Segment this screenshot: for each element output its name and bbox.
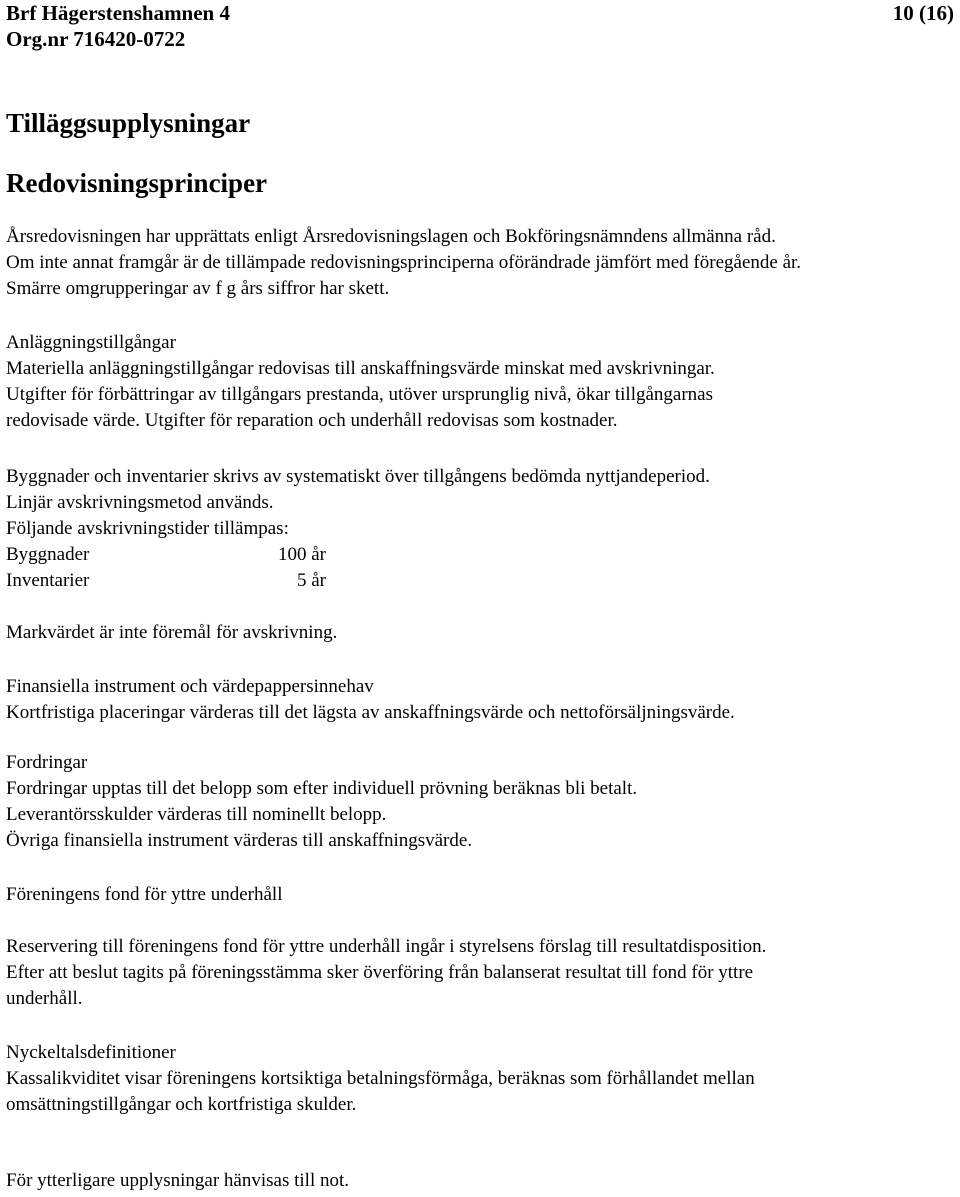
maintenance-fund-heading-section bbox=[6, 882, 956, 908]
page-header bbox=[6, 0, 954, 52]
maintenance-fund-section bbox=[6, 934, 956, 1012]
financial-instruments-section bbox=[6, 674, 956, 726]
key-ratios-heading: Nyckeltalsdefinitioner bbox=[6, 1042, 176, 1063]
receivables-heading: Fordringar bbox=[6, 752, 88, 773]
receivables-section bbox=[6, 750, 956, 854]
maintenance-fund-line: underhåll. bbox=[6, 988, 83, 1009]
depreciation-line: Följande avskrivningstider tillämpas: bbox=[6, 518, 289, 539]
depreciation-row bbox=[6, 542, 956, 568]
depreciation-section bbox=[6, 464, 956, 594]
fixed-assets-line: Materiella anläggningstillgångar redovisas till anskaffningsvärde minskat med avskrivningar. bbox=[6, 358, 715, 379]
org-number: Org.nr 716420-0722 bbox=[6, 27, 186, 51]
depreciation-row bbox=[6, 568, 956, 594]
fixed-assets-heading: Anläggningstillgångar bbox=[6, 332, 176, 353]
key-ratios-line: Kassalikviditet visar föreningens kortsiktiga betalningsförmåga, beräknas som förhållandet mellan bbox=[6, 1068, 755, 1089]
intro-line: Årsredovisningen har upprättats enligt Årsredovisningslagen och Bokföringsnämndens allmänna råd. bbox=[6, 226, 776, 247]
org-name: Brf Hägerstenshamnen 4 bbox=[6, 1, 230, 25]
page-number: 10 (16) bbox=[892, 1, 954, 25]
intro-line: Smärre omgrupperingar av f g års siffror har skett. bbox=[6, 278, 390, 299]
depreciation-line: Byggnader och inventarier skrivs av systematiskt över tillgångens bedömda nyttjandeperiod. bbox=[6, 466, 710, 487]
depreciation-label: Inventarier bbox=[6, 570, 90, 591]
maintenance-fund-line: Reservering till föreningens fond för yttre underhåll ingår i styrelsens förslag till resultatdisposition. bbox=[6, 936, 767, 957]
receivables-line: Fordringar upptas till det belopp som efter individuell prövning beräknas bli betalt. bbox=[6, 778, 638, 799]
land-note: Markvärdet är inte föremål för avskrivning. bbox=[6, 622, 338, 643]
land-note-section bbox=[6, 620, 956, 646]
maintenance-fund-heading: Föreningens fond för yttre underhåll bbox=[6, 884, 283, 905]
financial-instruments-line: Kortfristiga placeringar värderas till det lägsta av anskaffningsvärde och nettoförsäljningsvärde. bbox=[6, 702, 735, 723]
depreciation-value: 5 år bbox=[296, 570, 326, 591]
key-ratios-line: omsättningstillgångar och kortfristiga skulder. bbox=[6, 1094, 357, 1115]
fixed-assets-section bbox=[6, 330, 956, 434]
depreciation-line: Linjär avskrivningsmetod används. bbox=[6, 492, 274, 513]
section-title: Redovisningsprinciper bbox=[6, 168, 268, 198]
fixed-assets-line: redovisade värde. Utgifter för reparation och underhåll redovisas som kostnader. bbox=[6, 410, 618, 431]
depreciation-value: 100 år bbox=[277, 544, 326, 565]
footer-note-section bbox=[6, 1168, 956, 1194]
maintenance-fund-line: Efter att beslut tagits på föreningsstämma sker överföring från balanserat resultat till fond för yttre bbox=[6, 962, 754, 983]
fixed-assets-line: Utgifter för förbättringar av tillgångars prestanda, utöver ursprunglig nivå, ökar tillgångarnas bbox=[6, 384, 713, 405]
key-ratios-section bbox=[6, 1040, 956, 1118]
financial-instruments-heading: Finansiella instrument och värdepappersinnehav bbox=[6, 676, 374, 697]
footer-note: För ytterligare upplysningar hänvisas till not. bbox=[6, 1170, 350, 1191]
page-title: Tilläggsupplysningar bbox=[6, 108, 251, 138]
intro-section bbox=[6, 224, 956, 302]
intro-line: Om inte annat framgår är de tillämpade redovisningsprinciperna oförändrade jämfört med föregående år. bbox=[6, 252, 802, 273]
receivables-line: Övriga finansiella instrument värderas till anskaffningsvärde. bbox=[6, 830, 473, 851]
depreciation-label: Byggnader bbox=[6, 544, 90, 565]
receivables-line: Leverantörsskulder värderas till nominellt belopp. bbox=[6, 804, 387, 825]
